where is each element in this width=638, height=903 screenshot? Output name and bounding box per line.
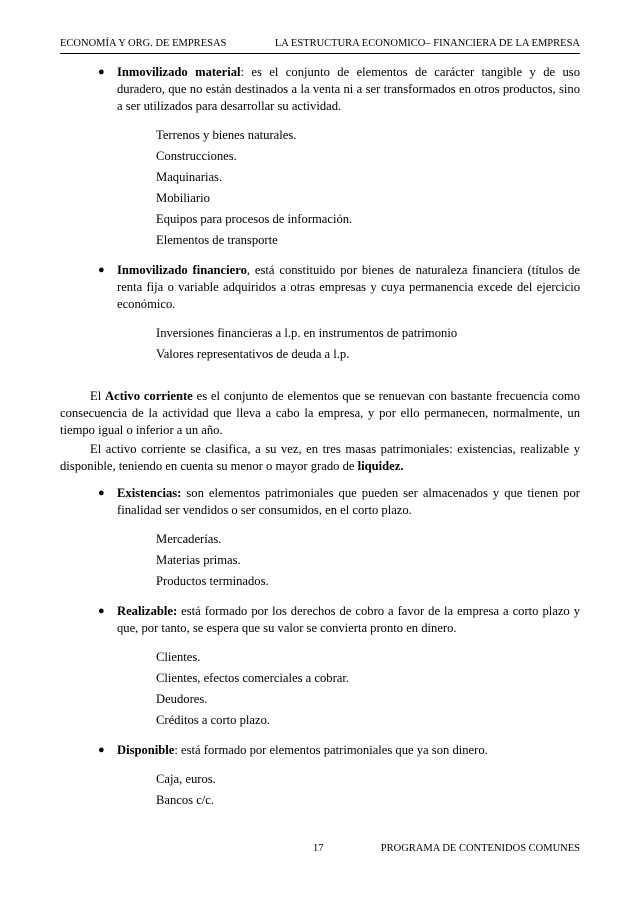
list-item: Materias primas. <box>156 553 241 567</box>
definition: son elementos patrimoniales que pueden ser almacenados y que tienen por finalidad ser vendidos o ser consumidos, en el corto plazo. <box>117 486 580 517</box>
bullet-inmovilizado-financiero <box>60 262 580 313</box>
header-chapter-title: LA ESTRUCTURA ECONOMICO– FINANCIERA DE LA EMPRESA <box>274 38 580 49</box>
term: Inmovilizado financiero <box>117 263 247 277</box>
list-item: Elementos de transporte <box>156 233 278 247</box>
term: liquidez. <box>357 459 404 473</box>
bullet-icon <box>98 262 105 279</box>
definition: : está formado por elementos patrimoniales que ya son dinero. <box>174 743 488 757</box>
list-item: Deudores. <box>156 692 208 706</box>
bullet-disponible <box>60 742 580 759</box>
list-item: Productos terminados. <box>156 574 269 588</box>
list-item: Bancos c/c. <box>156 793 215 807</box>
page-number: 17 <box>313 843 324 854</box>
page-header <box>60 38 580 54</box>
term: Activo corriente <box>105 389 193 403</box>
list-item: Construcciones. <box>156 149 237 163</box>
list-item: Terrenos y bienes naturales. <box>156 128 297 142</box>
bullet-icon <box>98 64 105 81</box>
definition: , está constituido por bienes de naturaleza financiera (títulos de renta fija o variable adquiridos a otras empresas y cuya permanencia excede del ejercicio económico. <box>117 263 580 311</box>
list-item: Clientes. <box>156 650 201 664</box>
list-item: Maquinarias. <box>156 170 223 184</box>
paragraph-clasificacion: El activo corriente se clasifica, a su vez, en tres masas patrimoniales: existencias, realizable y disponible, teniendo en cuenta su menor o mayor grado de liquidez. <box>60 442 580 473</box>
paragraph-activo-corriente: El Activo corriente es el conjunto de elementos que se renuevan con bastante frecuencia como consecuencia de la actividad que lleva a cabo la empresa, y por ello permanecen, normalmente, un tiempo igual o inferior a un año. <box>60 389 581 437</box>
list-item: Equipos para procesos de información. <box>156 212 353 226</box>
list-item: Clientes, efectos comerciales a cobrar. <box>156 671 350 685</box>
term: Existencias: <box>117 486 182 500</box>
definition: está formado por los derechos de cobro a favor de la empresa a corto plazo y que, por tanto, se espera que su valor se convierta pronto en dinero. <box>117 604 580 635</box>
header-subject: ECONOMÍA Y ORG. DE EMPRESAS <box>60 38 227 49</box>
list-inmovilizado-material <box>60 125 580 251</box>
footer-title: PROGRAMA DE CONTENIDOS COMUNES <box>380 843 580 854</box>
list-realizable <box>60 647 580 731</box>
bullet-realizable <box>60 603 580 637</box>
list-inmovilizado-financiero <box>60 323 580 365</box>
bullet-existencias <box>60 485 580 519</box>
bullet-icon <box>98 485 105 502</box>
bullet-icon <box>98 742 105 759</box>
list-item: Valores representativos de deuda a l.p. <box>156 347 350 361</box>
page-body <box>60 64 580 811</box>
term: Inmovilizado material <box>117 65 241 79</box>
list-item: Mercaderías. <box>156 532 222 546</box>
list-item: Caja, euros. <box>156 772 216 786</box>
list-item: Inversiones financieras a l.p. en instrumentos de patrimonio <box>156 326 458 340</box>
definition: : es el conjunto de elementos de carácter tangible y de uso duradero, que no están destinados a la venta ni a ser transformados en otros productos, sino a ser utilizados para desarrollar su actividad. <box>117 65 580 113</box>
list-item: Mobiliario <box>156 191 210 205</box>
term: Realizable: <box>117 604 178 618</box>
bullet-inmovilizado-material <box>60 64 580 115</box>
list-disponible <box>60 769 580 811</box>
list-existencias <box>60 529 580 592</box>
term: Disponible <box>117 743 175 757</box>
list-item: Créditos a corto plazo. <box>156 713 271 727</box>
bullet-icon <box>98 603 105 620</box>
